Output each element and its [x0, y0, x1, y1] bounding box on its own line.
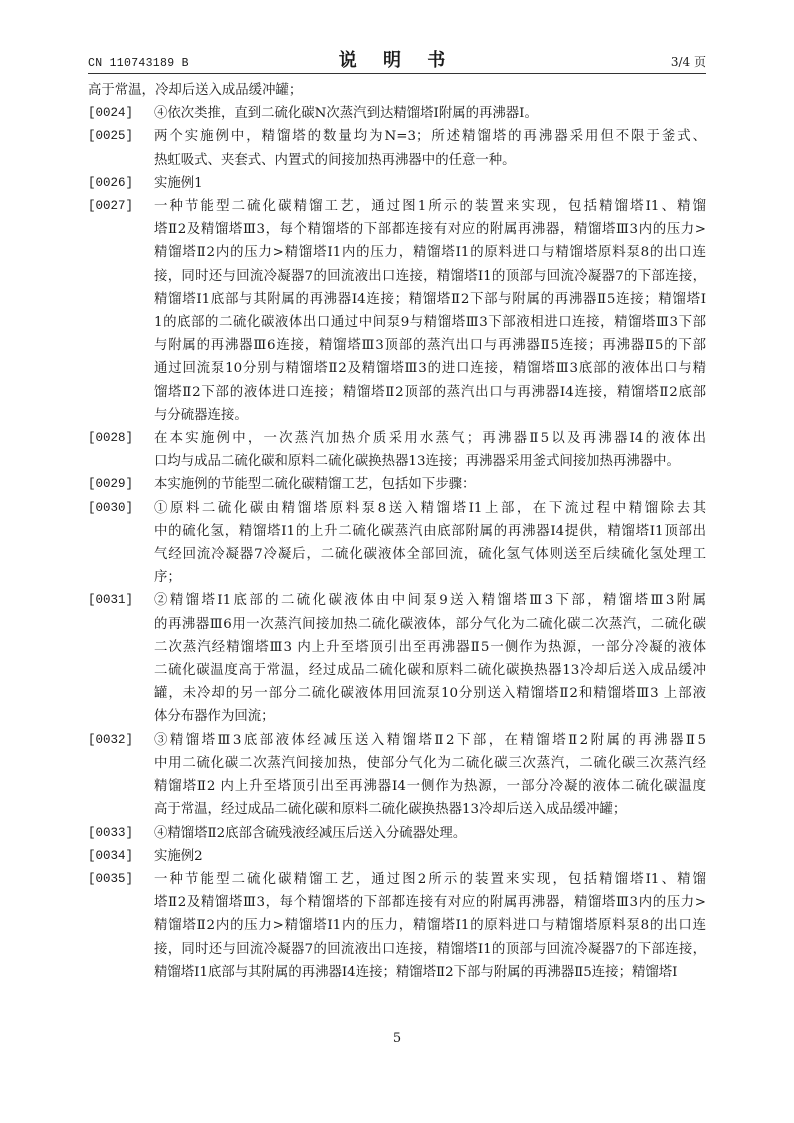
text-line: 精馏塔I1底部与其附属的再沸器I4连接；精馏塔Ⅱ2下部与附属的再沸器Ⅱ5连接；精馏塔I	[154, 291, 706, 307]
publication-number: CN 110743189 B	[88, 57, 189, 70]
text-line: 精馏塔Ⅱ2 内上升至塔顶引出至再沸器I4一侧作为热源，一部分冷凝的液体二硫化碳温度	[154, 779, 706, 795]
text-line: 与分硫器连接。	[154, 407, 248, 423]
paragraph-number: [0024]	[88, 106, 134, 121]
header-rule	[88, 73, 706, 74]
page-number: 5	[392, 1031, 402, 1046]
text-line: 热虹吸式、夹套式、内置式的间接加热再沸器中的任意一种。	[154, 152, 516, 168]
paragraph	[88, 868, 706, 984]
paragraph-number: [0029]	[88, 477, 134, 492]
paragraph-number: [0025]	[88, 129, 134, 144]
paragraph	[88, 102, 706, 125]
text-line: 在本实施例中，一次蒸汽加热介质采用水蒸气；再沸器Ⅱ5以及再沸器I4的液体出	[154, 431, 706, 447]
page-indicator: 3/4 页	[670, 55, 706, 69]
text-line: 一种节能型二硫化碳精馏工艺，通过图1所示的装置来实现，包括精馏塔I1、精馏	[154, 199, 706, 215]
paragraph	[88, 172, 706, 195]
paragraph-text	[154, 845, 706, 868]
paragraph	[88, 473, 706, 496]
paragraph-text	[154, 497, 706, 590]
text-line: 馏塔Ⅱ2下部的液体进口连接；精馏塔Ⅱ2顶部的蒸汽出口与再沸器I4连接，精馏塔Ⅱ2底部	[154, 384, 706, 400]
paragraph-number: [0026]	[88, 175, 134, 190]
text-line: 体分布器作为回流；	[154, 709, 275, 725]
paragraph-number: [0032]	[88, 732, 134, 747]
paragraph-number: [0027]	[88, 199, 134, 214]
text-line: 实施例2	[154, 848, 203, 864]
text-line: ④精馏塔Ⅱ2底部含硫残液经减压后送入分硫器处理。	[154, 825, 467, 841]
text-line: 二次蒸汽经精馏塔Ⅲ3 内上升至塔顶引出至再沸器Ⅱ5一侧作为热源，一部分冷凝的液体	[154, 639, 706, 655]
continuation-line: 高于常温，冷却后送入成品缓冲罐；	[88, 83, 303, 98]
text-line: 本实施例的节能型二硫化碳精馏工艺，包括如下步骤：	[154, 477, 476, 493]
paragraph-number: [0028]	[88, 431, 134, 446]
text-line: 精馏塔Ⅱ2内的压力>精馏塔I1内的压力，精馏塔I1的原料进口与精馏塔原料泵8的出口连	[154, 918, 706, 934]
paragraph-number: [0033]	[88, 825, 134, 840]
paragraph	[88, 822, 706, 845]
document-title: 说 明 书	[338, 50, 456, 71]
text-line: ①原料二硫化碳由精馏塔原料泵8送入精馏塔I1上部，在下流过程中精馏除去其	[154, 500, 706, 516]
paragraph-text	[154, 473, 706, 496]
text-line: 接，同时还与回流冷凝器7的回流液出口连接，精馏塔I1的顶部与回流冷凝器7的下部连接，	[154, 941, 706, 957]
paragraph	[88, 589, 706, 728]
paragraph-number: [0031]	[88, 593, 134, 608]
paragraph	[88, 195, 706, 427]
paragraph-text	[154, 172, 706, 195]
text-line: 罐，未冷却的另一部分二硫化碳液体用回流泵10分别送入精馏塔Ⅱ2和精馏塔Ⅲ3 上部液	[154, 686, 706, 702]
text-line: 接，同时还与回流冷凝器7的回流液出口连接，精馏塔I1的顶部与回流冷凝器7的下部连接，	[154, 268, 706, 284]
text-line: 一种节能型二硫化碳精馏工艺，通过图2所示的装置来实现，包括精馏塔I1、精馏	[154, 871, 706, 887]
text-line: ②精馏塔I1底部的二硫化碳液体由中间泵9送入精馏塔Ⅲ3下部，精馏塔Ⅲ3附属	[154, 593, 706, 609]
paragraph-text	[154, 102, 706, 125]
paragraph-number: [0034]	[88, 848, 134, 863]
text-line: 两个实施例中，精馏塔的数量均为N=3；所述精馏塔的再沸器采用但不限于釜式、	[154, 129, 706, 145]
text-line: ④依次类推，直到二硫化碳N次蒸汽到达精馏塔I附属的再沸器I。	[154, 106, 538, 122]
paragraph	[88, 729, 706, 822]
paragraph	[88, 125, 706, 171]
text-line: 通过回流泵10分别与精馏塔Ⅱ2及精馏塔Ⅲ3的进口连接，精馏塔Ⅲ3底部的液体出口与精	[154, 361, 706, 377]
paragraph-number: [0030]	[88, 500, 134, 515]
paragraph	[88, 427, 706, 473]
text-line: ③精馏塔Ⅲ3底部液体经减压送入精馏塔Ⅱ2下部，在精馏塔Ⅱ2附属的再沸器Ⅱ5	[154, 732, 706, 748]
text-line: 实施例1	[154, 175, 203, 191]
text-line: 塔Ⅱ2及精馏塔Ⅲ3，每个精馏塔的下部都连接有对应的附属再沸器，精馏塔Ⅲ3内的压力>	[154, 895, 706, 911]
text-line: 中的硫化氢，精馏塔I1的上升二硫化碳蒸汽由底部附属的再沸器I4提供，精馏塔I1顶部出	[154, 523, 706, 539]
text-line: 精馏塔I1底部与其附属的再沸器I4连接；精馏塔Ⅱ2下部与附属的再沸器Ⅱ5连接；精馏塔I	[154, 964, 678, 980]
paragraph-text	[154, 427, 706, 473]
page-header	[88, 48, 706, 74]
paragraph-text	[154, 868, 706, 984]
paragraph	[88, 497, 706, 590]
text-line: 的再沸器Ⅲ6用一次蒸汽间接加热二硫化碳液体，部分气化为二硫化碳二次蒸汽，二硫化碳	[154, 616, 706, 632]
text-line: 二硫化碳温度高于常温，经过成品二硫化碳和原料二硫化碳换热器13冷却后送入成品缓冲	[154, 663, 706, 679]
text-line: 高于常温，经过成品二硫化碳和原料二硫化碳换热器13冷却后送入成品缓冲罐；	[154, 802, 627, 818]
paragraph-text	[154, 589, 706, 728]
text-line: 口均与成品二硫化碳和原料二硫化碳换热器13连接；再沸器采用釜式间接加热再沸器中。	[154, 454, 680, 470]
paragraph-text	[154, 729, 706, 822]
paragraph-text	[154, 822, 706, 845]
text-line: 精馏塔Ⅱ2内的压力>精馏塔I1内的压力，精馏塔I1的原料进口与精馏塔原料泵8的出口连	[154, 245, 706, 261]
document-body	[88, 79, 706, 984]
text-line: 气经回流冷凝器7冷凝后，二硫化碳液体全部回流，硫化氢气体则送至后续硫化氢处理工	[154, 547, 706, 563]
paragraph-text	[154, 195, 706, 427]
text-line: 序；	[154, 570, 181, 586]
text-line: 与附属的再沸器Ⅲ6连接，精馏塔Ⅲ3顶部的蒸汽出口与再沸器Ⅱ5连接；再沸器Ⅱ5的下部	[154, 338, 706, 354]
text-line: 1的底部的二硫化碳液体出口通过中间泵9与精馏塔Ⅲ3下部液相进口连接，精馏塔Ⅲ3下部	[154, 315, 706, 331]
text-line: 塔Ⅱ2及精馏塔Ⅲ3，每个精馏塔的下部都连接有对应的附属再沸器，精馏塔Ⅲ3内的压力>	[154, 222, 706, 238]
paragraph-number: [0035]	[88, 871, 134, 886]
text-line: 中用二硫化碳二次蒸汽间接加热，使部分气化为二硫化碳三次蒸汽，二硫化碳三次蒸汽经	[154, 755, 706, 771]
paragraph	[88, 845, 706, 868]
paragraph-text	[154, 125, 706, 171]
